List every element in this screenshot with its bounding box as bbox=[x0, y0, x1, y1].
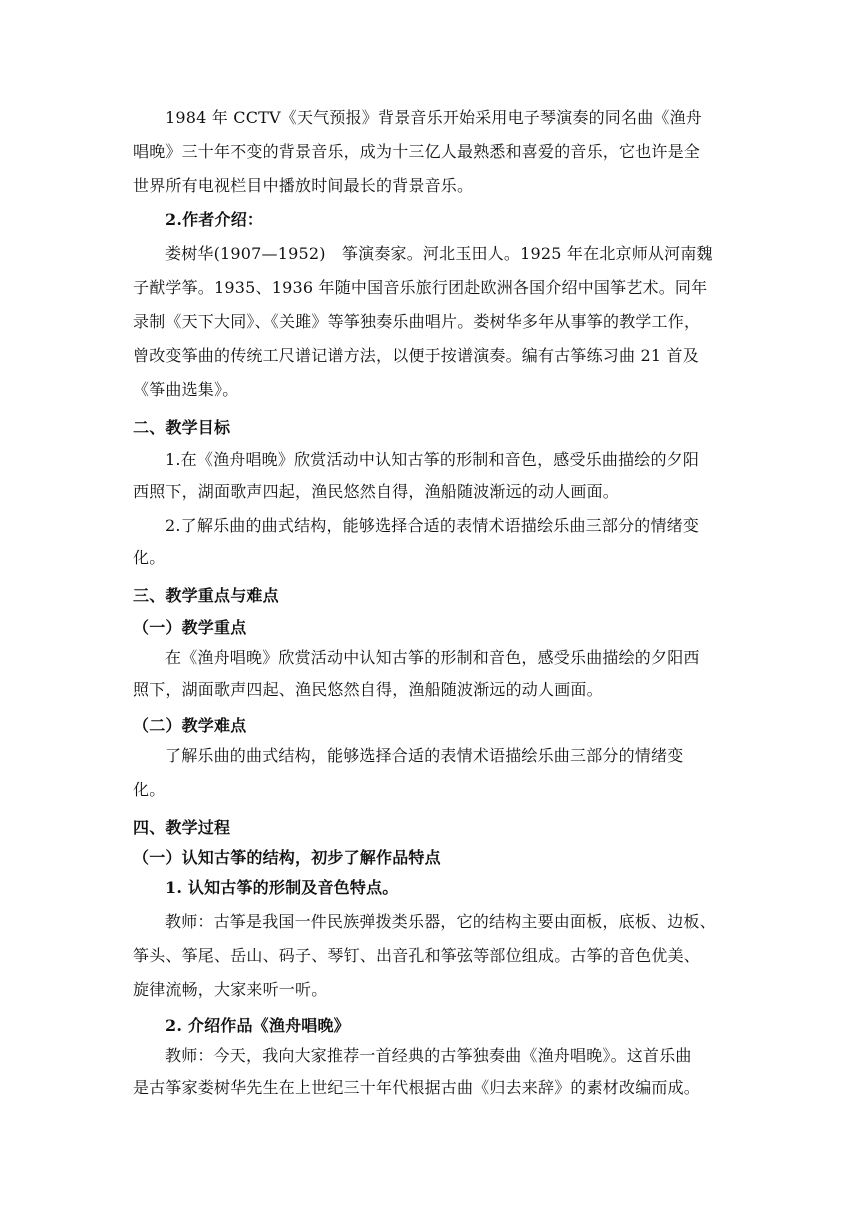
section-heading: 三、教学重点与难点 bbox=[133, 586, 279, 605]
paragraph-line: 录制《天下大同》、《关雎》等筝独奏乐曲唱片。娄树华多年从事筝的教学工作， bbox=[133, 312, 701, 331]
paragraph-line: 西照下，湖面歌声四起，渔民悠然自得，渔船随波渐远的动人画面。 bbox=[133, 482, 620, 501]
paragraph-line: 教师：古筝是我国一件民族弹拨类乐器，它的结构主要由面板，底板、边板、 bbox=[165, 912, 716, 931]
paragraph-line: 娄树华(1907—1952) 筝演奏家。河北玉田人。1925 年在北京师从河南魏 bbox=[165, 244, 713, 263]
paragraph-line: 《筝曲选集》。 bbox=[133, 380, 239, 399]
paragraph-line: 世界所有电视栏目中播放时间最长的背景音乐。 bbox=[133, 176, 474, 195]
section-heading: 二、教学目标 bbox=[133, 418, 231, 437]
paragraph-line: 化。 bbox=[133, 548, 166, 567]
paragraph-line: 在《渔舟唱晚》欣赏活动中认知古筝的形制和音色，感受乐曲描绘的夕阳西 bbox=[165, 648, 700, 667]
paragraph-line: 是古筝家娄树华先生在上世纪三十年代根据古曲《归去来辞》的素材改编而成。 bbox=[133, 1078, 701, 1097]
section-heading: 四、教学过程 bbox=[133, 818, 231, 837]
paragraph-line: 筝头、筝尾、岳山、码子、琴钉、出音孔和筝弦等部位组成。古筝的音色优美、 bbox=[133, 946, 701, 965]
section-heading: 2.作者介绍： bbox=[165, 210, 264, 229]
paragraph-line: 照下，湖面歌声四起、渔民悠然自得，渔船随波渐远的动人画面。 bbox=[133, 680, 603, 699]
paragraph-line: 唱晚》三十年不变的背景音乐，成为十三亿人最熟悉和喜爱的音乐，它也许是全 bbox=[133, 142, 701, 161]
numbered-heading: 1. 认知古筝的形制及音色特点。 bbox=[165, 878, 399, 897]
subsection-heading: （二）教学难点 bbox=[133, 716, 247, 735]
subsection-heading: （一）教学重点 bbox=[133, 618, 247, 637]
paragraph-line: 1984 年 CCTV《天气预报》背景音乐开始采用电子琴演奏的同名曲《渔舟 bbox=[165, 108, 703, 127]
numbered-heading: 2. 介绍作品《渔舟唱晚》 bbox=[165, 1016, 350, 1035]
paragraph-line: 了解乐曲的曲式结构，能够选择合适的表情术语描绘乐曲三部分的情绪变 bbox=[165, 746, 684, 765]
paragraph-line: 1.在《渔舟唱晚》欣赏活动中认知古筝的形制和音色，感受乐曲描绘的夕阳 bbox=[165, 450, 700, 469]
paragraph-line: 子猷学筝。1935、1936 年随中国音乐旅行团赴欧洲各国介绍中国筝艺术。同年 bbox=[133, 278, 708, 297]
paragraph-line: 教师：今天，我向大家推荐一首经典的古筝独奏曲《渔舟唱晚》。这首乐曲 bbox=[165, 1046, 692, 1065]
paragraph-line: 2.了解乐曲的曲式结构，能够选择合适的表情术语描绘乐曲三部分的情绪变 bbox=[165, 516, 700, 535]
paragraph-line: 曾改变筝曲的传统工尺谱记谱方法，以便于按谱演奏。编有古筝练习曲 21 首及 bbox=[133, 346, 699, 365]
paragraph-line: 旋律流畅，大家来听一听。 bbox=[133, 980, 328, 999]
paragraph-line: 化。 bbox=[133, 780, 166, 799]
subsection-heading: （一）认知古筝的结构，初步了解作品特点 bbox=[133, 848, 441, 867]
